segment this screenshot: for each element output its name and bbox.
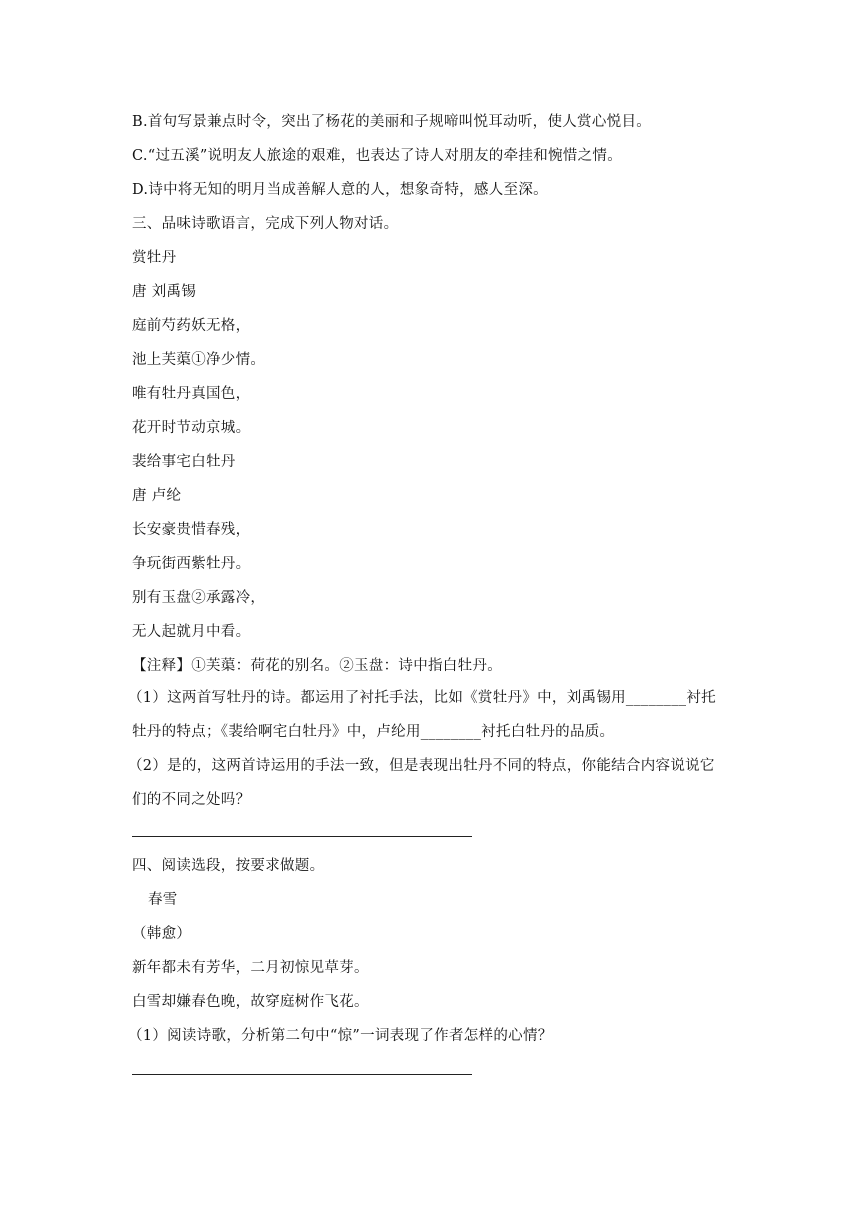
- poem-title-1: 赏牡丹: [132, 250, 177, 266]
- section-heading-4: 四、阅读选段，按要求做题。: [132, 858, 325, 874]
- poem-line: 庭前芍药妖无格，: [132, 318, 251, 334]
- poem-author-3: （韩愈）: [132, 926, 192, 942]
- poem-line: 别有玉盘②承露冷，: [132, 590, 266, 606]
- option-b: B.首句写景兼点时令，突出了杨花的美丽和子规啼叫悦耳动听，使人赏心悦目。: [132, 114, 652, 130]
- poem-author-2: 唐 卢纶: [132, 488, 182, 504]
- option-c: C.“过五溪”说明友人旅途的艰难，也表达了诗人对朋友的牵挂和惋惜之情。: [132, 148, 623, 164]
- poem-line: 长安豪贵惜春残，: [132, 522, 251, 538]
- poem-line: 唯有牡丹真国色，: [132, 386, 251, 402]
- poem-line: 无人起就月中看。: [132, 624, 251, 640]
- poem-line: 新年都未有芳华，二月初惊见草芽。: [132, 960, 369, 976]
- poem-title-3: 春雪: [148, 892, 178, 908]
- question-4-1: （1）阅读诗歌，分析第二句中“惊”一词表现了作者怎样的心情？: [128, 1028, 553, 1044]
- question-2-line-1: （2）是的，这两首诗运用的手法一致，但是表现出牡丹不同的特点，你能结合内容说说它: [128, 758, 715, 774]
- question-1-line-2: 牡丹的特点；《裴给啊宅白牡丹》中，卢纶用________衬托白牡丹的品质。: [132, 724, 615, 740]
- poem-line: 池上芙蕖①净少情。: [132, 352, 266, 368]
- poem-title-2: 裴给事宅白牡丹: [132, 454, 236, 470]
- option-d: D.诗中将无知的明月当成善解人意的人，想象奇特，感人至深。: [132, 182, 548, 198]
- question-1-line-1: （1）这两首写牡丹的诗。都运用了衬托手法，比如《赏牡丹》中，刘禹锡用________衬托: [128, 690, 716, 706]
- poem-author-1: 唐 刘禹锡: [132, 284, 197, 300]
- answer-line-1: [132, 836, 472, 837]
- poem-line: 花开时节动京城。: [132, 420, 251, 436]
- poem-line: 白雪却嫌春色晚，故穿庭树作飞花。: [132, 994, 369, 1010]
- poem-line: 争玩街西紫牡丹。: [132, 556, 251, 572]
- answer-line-2: [132, 1074, 472, 1075]
- section-heading-3: 三、品味诗歌语言，完成下列人物对话。: [132, 216, 399, 232]
- question-2-line-2: 们的不同之处吗？: [132, 792, 251, 808]
- annotation: 【注释】①芙蕖：荷花的别名。②玉盘：诗中指白牡丹。: [132, 658, 502, 674]
